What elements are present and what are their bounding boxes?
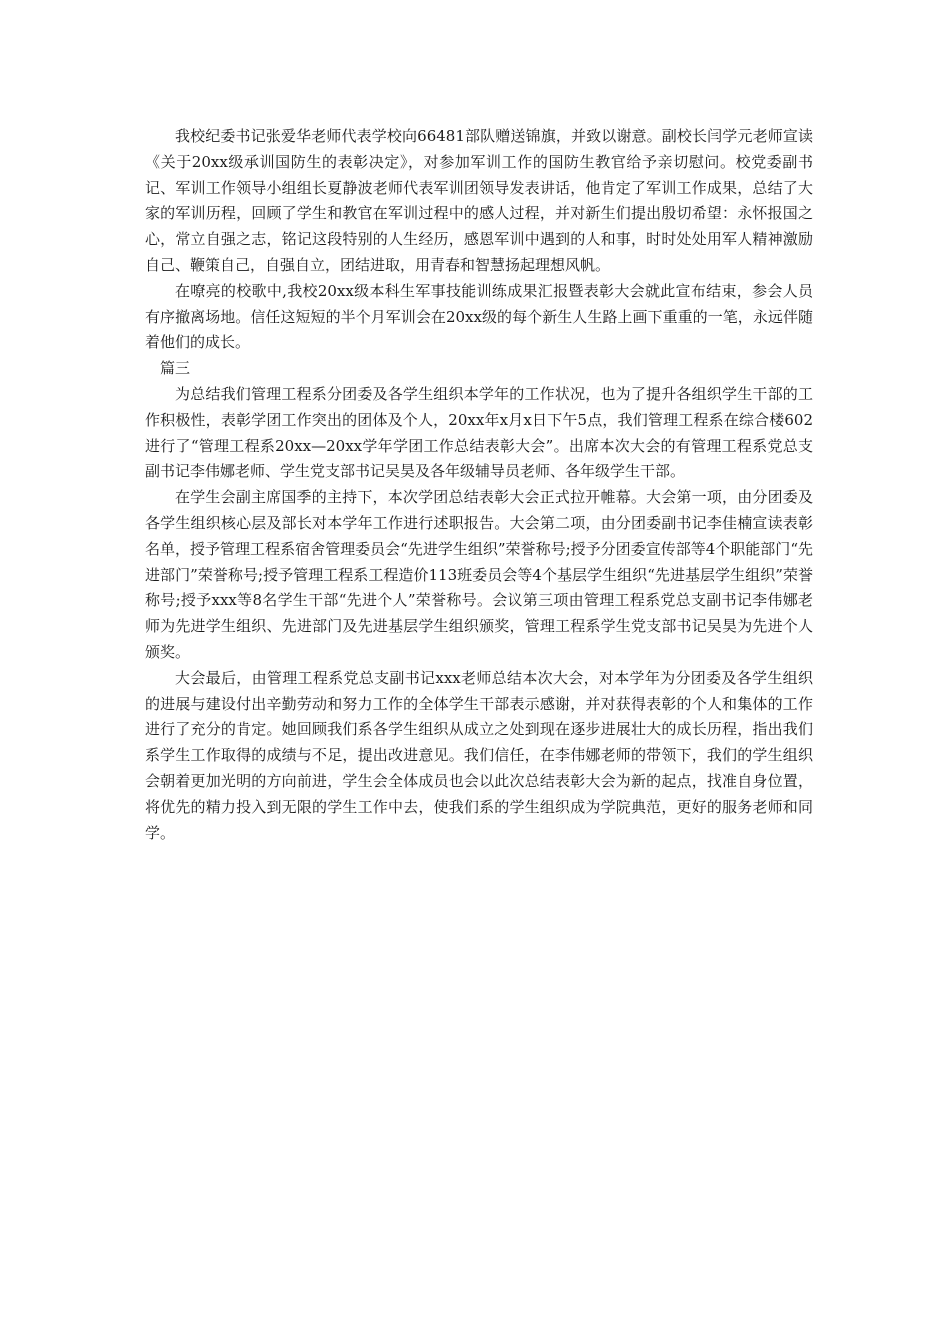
document-body — [145, 124, 813, 846]
paragraph-meeting-agenda: 在学生会副主席国季的主持下，本次学团总结表彰大会正式拉开帷幕。大会第一项，由分团委及各学生组织核心层及部长对本学年工作进行述职报告。大会第二项，由分团委副书记李佳楠宣读表彰名单，授予管理工程系宿舍管理委员会“先进学生组织”荣誉称号;授予分团委宣传部等4个职能部门“先进部门”荣誉称号;授予管理工程系工程造价113班委员会等4个基层学生组织“先进基层学生组织”荣誉称号;授予xxx等8名学生干部“先进个人”荣誉称号。会议第三项由管理工程系党总支副书记李伟娜老师为先进学生组织、先进部门及先进基层学生组织颁奖，管理工程系学生党支部书记吴昊为先进个人颁奖。 — [145, 488, 813, 661]
paragraph-meeting-conclusion: 大会最后，由管理工程系党总支副书记xxx老师总结本次大会，对本学年为分团委及各学生组织的进展与建设付出辛勤劳动和努力工作的全体学生干部表示感谢，并对获得表彰的个人和集体的工作进行了充分的肯定。她回顾我们系各学生组织从成立之处到现在逐步进展壮大的成长历程，指出我们系学生工作取得的成绩与不足，提出改进意见。我们信任，在李伟娜老师的带领下，我们的学生组织会朝着更加光明的方向前进，学生会全体成员也会以此次总结表彰大会为新的起点，找准自身位置，将优先的精力投入到无限的学生工作中去，使我们系的学生组织成为学院典范，更好的服务老师和同学。 — [145, 668, 813, 842]
paragraph-ceremony-closing: 在嘹亮的校歌中,我校20xx级本科生军事技能训练成果汇报暨表彰大会就此宣布结束，参会人员有序撤离场地。信任这短短的半个月军训会在20xx级的每个新生人生路上画下重重的一笔，永远伴随着他们的成长。 — [145, 281, 813, 352]
paragraph-military-training-ceremony: 我校纪委书记张爱华老师代表学校向66481部队赠送锦旗，并致以谢意。副校长闫学元老师宣读《关于20xx级承训国防生的表彰决定》，对参加军训工作的国防生教官给予亲切慰问。校党委副书记、军训工作领导小组组长夏静波老师代表军训团领导发表讲话，他肯定了军训工作成果，总结了大家的军训历程，回顾了学生和教官在军训过程中的感人过程，并对新生们提出殷切希望：永怀报国之心，常立自强之志，铭记这段特别的人生经历，感恩军训中遇到的人和事，时时处处用军人精神激励自己、鞭策自己，自强自立，团结进取，用青春和智慧扬起理想风帆。 — [145, 127, 813, 274]
paragraph-meeting-introduction: 为总结我们管理工程系分团委及各学生组织本学年的工作状况，也为了提升各组织学生干部的工作积极性，表彰学团工作突出的团体及个人，20xx年x月x日下午5点，我们管理工程系在综合楼602进行了“管理工程系20xx—20xx学年学团工作总结表彰大会”。出席本次大会的有管理工程系党总支副书记李伟娜老师、学生党支部书记吴昊及各年级辅导员老师、各年级学生干部。 — [145, 384, 813, 481]
section-heading: 篇三 — [160, 359, 191, 378]
